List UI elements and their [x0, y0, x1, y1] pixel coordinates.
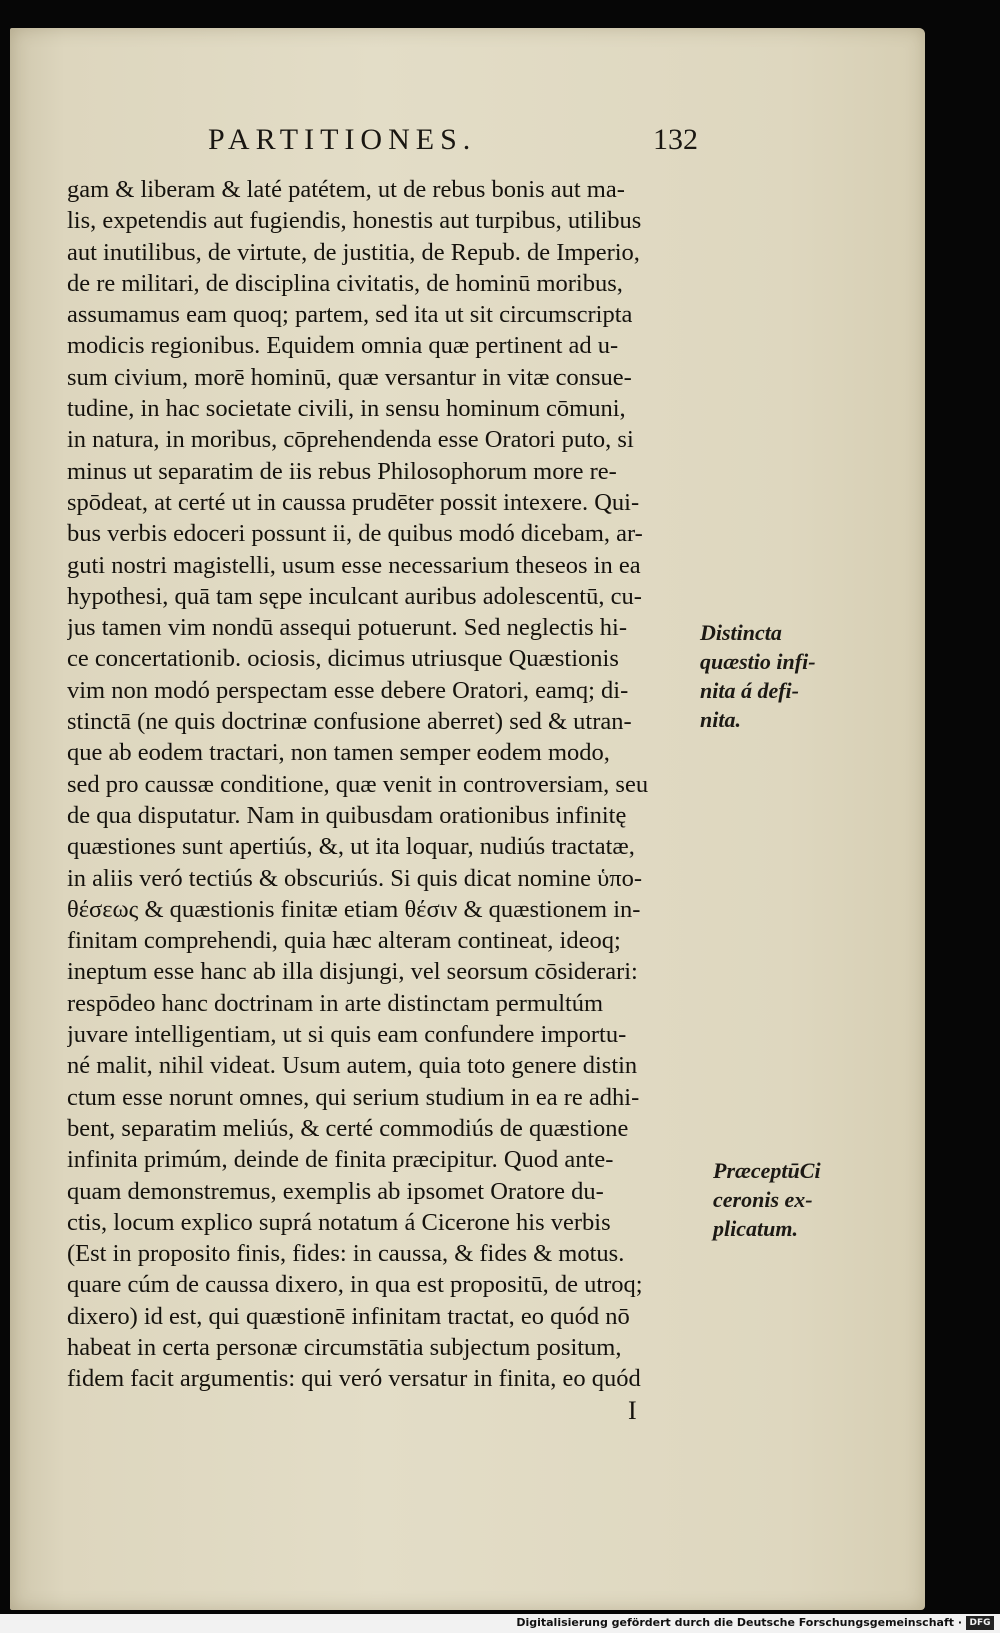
- text-line: tudine, in hac societate civili, in sensu hominum cōmuni,: [67, 395, 626, 423]
- text-line: guti nostri magistelli, usum esse necessarium theseos in ea: [67, 551, 641, 579]
- text-line: ineptum esse hanc ab illa disjungi, vel seorsum cōsiderari:: [67, 958, 638, 986]
- marginal-note-line: Distincta: [700, 620, 782, 645]
- text-line: quæstiones sunt apertiús, &, ut ita loquar, nudiús tractatæ,: [67, 833, 635, 861]
- text-line: de qua disputatur. Nam in quibusdam orationibus infinitę: [67, 801, 627, 829]
- text-line: sed pro caussæ conditione, quæ venit in controversiam, seu: [67, 770, 649, 798]
- marginal-note-line: ceronis ex-: [713, 1187, 813, 1212]
- marginal-note-line: PræceptūCi: [713, 1158, 821, 1183]
- signature-mark: I: [628, 1396, 637, 1425]
- text-line: (Est in proposito finis, fides: in caussa, & fides & motus.: [67, 1240, 625, 1268]
- folio-number: 132: [653, 123, 698, 156]
- text-line: assumamus eam quoq; partem, sed ita ut sit circumscripta: [67, 301, 633, 329]
- text-line: ce concertationib. ociosis, dicimus utriusque Quæstionis: [67, 645, 619, 673]
- marginal-note-line: nita á defi-: [700, 678, 799, 703]
- text-line: quam demonstremus, exemplis ab ipsomet Oratore du-: [67, 1177, 604, 1205]
- text-line: que ab eodem tractari, non tamen semper eodem modo,: [67, 739, 610, 767]
- digitization-credit: [0, 1614, 1000, 1633]
- text-line: juvare intelligentiam, ut si quis eam confundere importu-: [67, 1021, 627, 1049]
- text-line: ctum esse norunt omnes, qui serium studium in ea re adhi-: [67, 1083, 640, 1111]
- text-line: in natura, in moribus, cōprehendenda esse Oratori puto, si: [67, 426, 634, 454]
- text-line: modicis regionibus. Equidem omnia quæ pertinent ad u-: [67, 332, 619, 360]
- book-page: [10, 28, 925, 1610]
- dfg-logo: DFG: [966, 1616, 994, 1630]
- text-line: in aliis veró tectiús & obscuriús. Si quis dicat nomine ὑπο-: [67, 864, 642, 892]
- text-line: quare cúm de caussa dixero, in qua est propositū, de utroq;: [67, 1271, 643, 1299]
- credit-text: Digitalisierung gefördert durch die Deutsche Forschungsgemeinschaft ·: [516, 1616, 962, 1629]
- marginal-note: [700, 618, 816, 734]
- marginal-note-line: nita.: [700, 707, 741, 732]
- text-line: gam & liberam & laté patétem, ut de rebus bonis aut ma-: [67, 176, 625, 203]
- text-line: hypothesi, quā tam sępe inculcant auribus adolescentū, cu-: [67, 582, 642, 610]
- text-line: né malit, nihil videat. Usum autem, quia toto genere distin: [67, 1052, 638, 1080]
- text-line: infinita primúm, deinde de finita præcipitur. Quod ante-: [67, 1146, 614, 1174]
- text-line: jus tamen vim nondū assequi potuerunt. Sed neglectis hi-: [67, 614, 628, 642]
- text-line: lis, expetendis aut fugiendis, honestis aut turpibus, utilibus: [67, 207, 642, 235]
- text-line: vim non modó perspectam esse debere Oratori, eamq; di-: [67, 676, 629, 704]
- marginal-note-line: plicatum.: [713, 1216, 798, 1241]
- text-line: respōdeo hanc doctrinam in arte distinctam permultúm: [67, 989, 604, 1017]
- running-title: PARTITIONES.: [208, 123, 477, 156]
- marginal-note: [713, 1156, 821, 1243]
- text-line: spōdeat, at certé ut in caussa prudēter possit intexere. Qui-: [67, 488, 640, 516]
- text-line: habeat in certa personæ circumstātia subjectum positum,: [67, 1333, 622, 1361]
- text-line: dixero) id est, qui quæstionē infinitam tractat, eo quód nō: [67, 1302, 630, 1330]
- text-line: θέσεως & quæstionis finitæ etiam θέσιν & quæstionem in-: [67, 895, 641, 923]
- text-line: sum civium, morē hominū, quæ versantur in vitæ consue-: [67, 363, 632, 391]
- text-line: minus ut separatim de iis rebus Philosophorum more re-: [67, 457, 617, 485]
- text-line: stinctā (ne quis doctrinæ confusione aberret) sed & utran-: [67, 708, 632, 736]
- text-line: fidem facit argumentis: qui veró versatur in finita, eo quód: [67, 1365, 641, 1393]
- text-line: de re militari, de disciplina civitatis, de hominū moribus,: [67, 269, 623, 297]
- text-line: finitam comprehendi, quia hæc alteram contineat, ideoq;: [67, 927, 621, 955]
- text-line: bus verbis edoceri possunt ii, de quibus modó dicebam, ar-: [67, 520, 643, 548]
- text-line: aut inutilibus, de virtute, de justitia, de Repub. de Imperio,: [67, 238, 640, 266]
- body-text: [67, 174, 707, 1395]
- marginal-note-line: quæstio infi-: [700, 649, 816, 674]
- text-line: ctis, locum explico suprá notatum á Cicerone his verbis: [67, 1208, 611, 1236]
- page-header: [198, 123, 698, 163]
- text-line: bent, separatim meliús, & certé commodiús de quæstione: [67, 1114, 629, 1142]
